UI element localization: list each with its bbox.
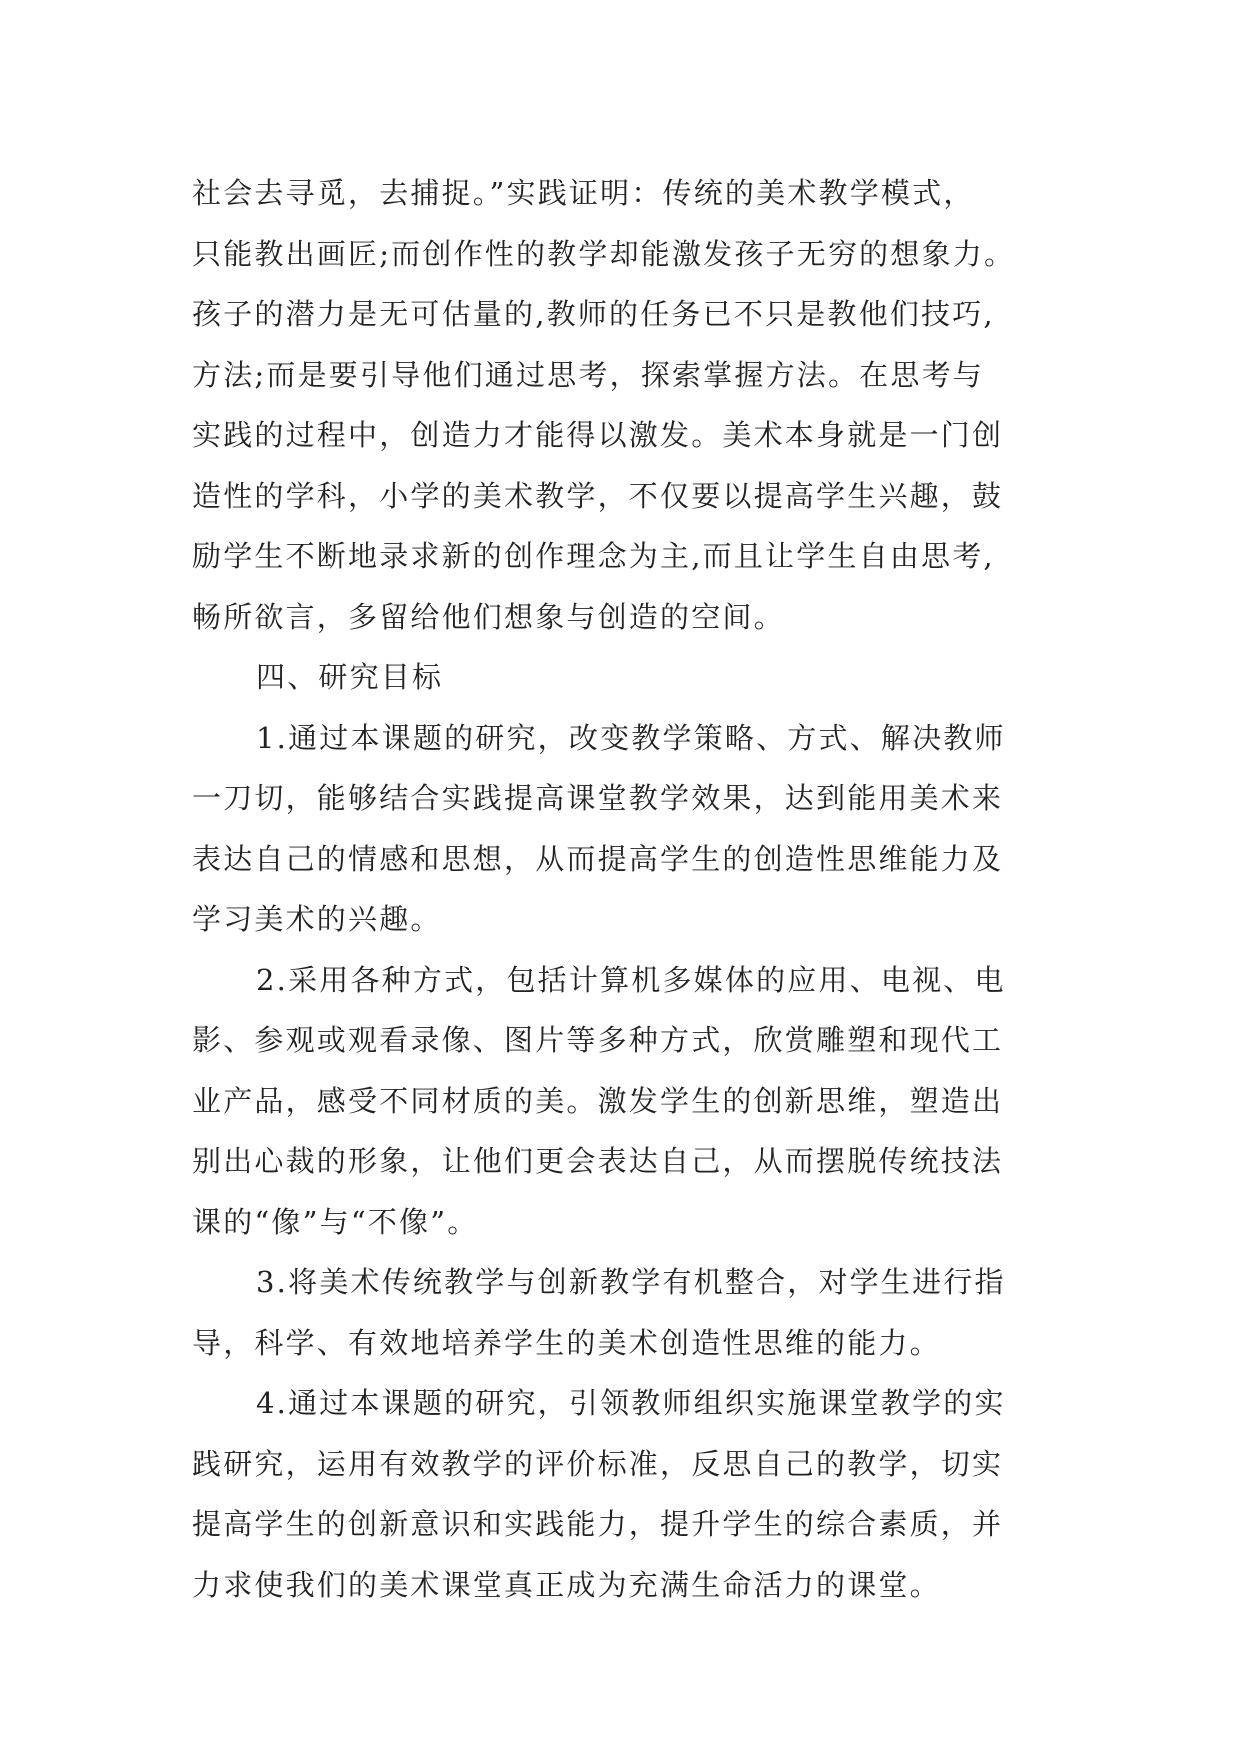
text-line: 提高学生的创新意识和实践能力，提升学生的综合素质，并 <box>192 1507 1004 1541</box>
text-line: 一刀切，能够结合实践提高课堂教学效果，达到能用美术来 <box>192 781 1004 815</box>
text-line: 力求使我们的美术课堂真正成为充满生命活力的课堂。 <box>192 1567 941 1602</box>
text-line: 只能教出画匠;而创作性的教学却能激发孩子无穷的想象力。 <box>192 236 1016 271</box>
document-body-text <box>192 163 1092 1615</box>
text-line: 表达自己的情感和思想，从而提高学生的创造性思维能力及 <box>192 841 1004 876</box>
text-line: 方法;而是要引导他们通过思考，探索掌握方法。在思考与 <box>192 357 984 392</box>
paragraph-first-line: 2.采用各种方式，包括计算机多媒体的应用、电视、电 <box>256 962 1006 997</box>
text-line: 学习美术的兴趣。 <box>192 902 442 936</box>
paragraph-first-line: 4.通过本课题的研究，引领教师组织实施课堂教学的实 <box>256 1386 1006 1420</box>
text-line: 畅所欲言，多留给他们想象与创造的空间。 <box>192 599 785 634</box>
paragraph-first-line: 3.将美术传统教学与创新教学有机整合，对学生进行指 <box>256 1265 1006 1299</box>
text-line: 造性的学科，小学的美术教学，不仅要以提高学生兴趣，鼓 <box>192 478 1004 513</box>
text-line: 课的“像”与“不像”。 <box>192 1204 479 1239</box>
paragraph-first-line: 1.通过本课题的研究，改变教学策略、方式、解决教师 <box>256 720 1006 755</box>
text-line: 导，科学、有效地培养学生的美术创造性思维的能力。 <box>192 1325 941 1360</box>
text-line: 励学生不断地录求新的创作理念为主,而且让学生自由思考, <box>192 539 995 573</box>
text-line: 影、参观或观看录像、图片等多种方式，欣赏雕塑和现代工 <box>192 1023 1004 1057</box>
text-line: 践研究，运用有效教学的评价标准，反思自己的教学，切实 <box>192 1446 1004 1481</box>
text-line: 实践的过程中，创造力才能得以激发。美术本身就是一门创 <box>192 418 1004 452</box>
text-line: 社会去寻觅，去捕捉。”实践证明：传统的美术教学模式， <box>192 176 975 210</box>
text-line: 孩子的潜力是无可估量的,教师的任务已不只是教他们技巧, <box>192 297 995 331</box>
paragraph-first-line: 四、研究目标 <box>256 660 444 694</box>
text-line: 业产品，感受不同材质的美。激发学生的创新思维，塑造出 <box>192 1083 1004 1118</box>
text-line: 别出心裁的形象，让他们更会表达自己，从而摆脱传统技法 <box>192 1144 1004 1178</box>
